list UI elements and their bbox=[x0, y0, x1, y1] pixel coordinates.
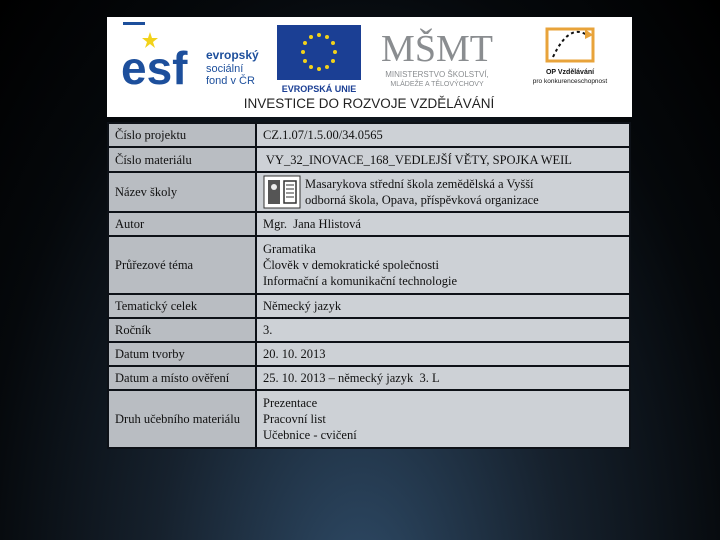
row-value bbox=[256, 172, 630, 212]
tagline: INVESTICE DO ROZVOJE VZDĚLÁVÁNÍ bbox=[243, 96, 495, 111]
msmt-logo-text: MŠMT bbox=[381, 28, 493, 70]
row-label: Číslo materiálu bbox=[108, 147, 256, 172]
row-label: Název školy bbox=[108, 172, 256, 212]
value-line: Německý jazyk bbox=[263, 299, 342, 313]
table-row bbox=[108, 172, 630, 212]
value-line: CZ.1.07/1.5.00/34.0565 bbox=[263, 128, 383, 142]
eu-flag-logo bbox=[277, 25, 361, 94]
row-label: Autor bbox=[108, 212, 256, 236]
row-value bbox=[256, 366, 630, 390]
value-line: Pracovní list bbox=[263, 412, 326, 426]
esf-logo bbox=[121, 22, 259, 94]
value-line: 20. 10. 2013 bbox=[263, 347, 326, 361]
table-row bbox=[108, 236, 630, 294]
msmt-line2: MLÁDEŽE A TĚLOVÝCHOVY bbox=[390, 81, 484, 88]
value-line: Masarykova střední škola zemědělská a Vyšší bbox=[305, 177, 534, 191]
value-line: Gramatika bbox=[263, 242, 316, 256]
value-line: Učebnice - cvičení bbox=[263, 428, 357, 442]
school-emblem-icon bbox=[263, 175, 301, 209]
op-line1: OP Vzdělávání bbox=[545, 69, 595, 76]
op-arc-icon bbox=[553, 32, 587, 57]
esf-line2: sociální bbox=[206, 63, 244, 75]
op-line2: pro konkurenceschopnost bbox=[532, 78, 608, 85]
row-label: Ročník bbox=[108, 318, 256, 342]
table-row bbox=[108, 123, 630, 147]
row-value bbox=[256, 123, 630, 147]
row-label: Datum tvorby bbox=[108, 342, 256, 366]
msmt-line1: MINISTERSTVO ŠKOLSTVÍ, bbox=[385, 70, 489, 79]
row-value bbox=[256, 294, 630, 318]
row-value bbox=[256, 390, 630, 448]
table-row bbox=[108, 212, 630, 236]
table-row bbox=[108, 366, 630, 390]
row-value bbox=[256, 342, 630, 366]
row-value bbox=[256, 147, 630, 172]
row-label: Datum a místo ověření bbox=[108, 366, 256, 390]
value-line: Mgr. Jana Hlistová bbox=[263, 217, 361, 231]
row-label: Tematický celek bbox=[108, 294, 256, 318]
table-row bbox=[108, 147, 630, 172]
row-label: Číslo projektu bbox=[108, 123, 256, 147]
row-value bbox=[256, 212, 630, 236]
value-line: 25. 10. 2013 – německý jazyk 3. L bbox=[263, 371, 440, 385]
value-line: Člověk v demokratické společnosti bbox=[263, 258, 440, 272]
esf-logo-text: esf bbox=[121, 42, 188, 94]
project-info-table bbox=[107, 122, 631, 449]
table-row bbox=[108, 390, 630, 448]
value-line: Informační a komunikační technologie bbox=[263, 274, 458, 288]
logo-banner bbox=[107, 17, 632, 117]
esf-line3: fond v ČR bbox=[206, 75, 255, 87]
value-line: VY_32_INOVACE_168_VEDLEJŠÍ VĚTY, SPOJKA WEIL bbox=[263, 152, 572, 167]
row-label: Druh učebního materiálu bbox=[108, 390, 256, 448]
op-vk-logo bbox=[533, 29, 608, 85]
msmt-logo bbox=[381, 28, 493, 88]
value-line: Prezentace bbox=[263, 396, 318, 410]
value-line: 3. bbox=[263, 323, 273, 337]
row-label: Průřezové téma bbox=[108, 236, 256, 294]
value-line: odborná škola, Opava, příspěvková organizace bbox=[305, 193, 539, 207]
eu-label: EVROPSKÁ UNIE bbox=[281, 84, 357, 94]
row-value bbox=[256, 236, 630, 294]
table-row bbox=[108, 294, 630, 318]
table-row bbox=[108, 342, 630, 366]
table-row bbox=[108, 318, 630, 342]
row-value bbox=[256, 318, 630, 342]
esf-line1: evropský bbox=[206, 48, 259, 62]
